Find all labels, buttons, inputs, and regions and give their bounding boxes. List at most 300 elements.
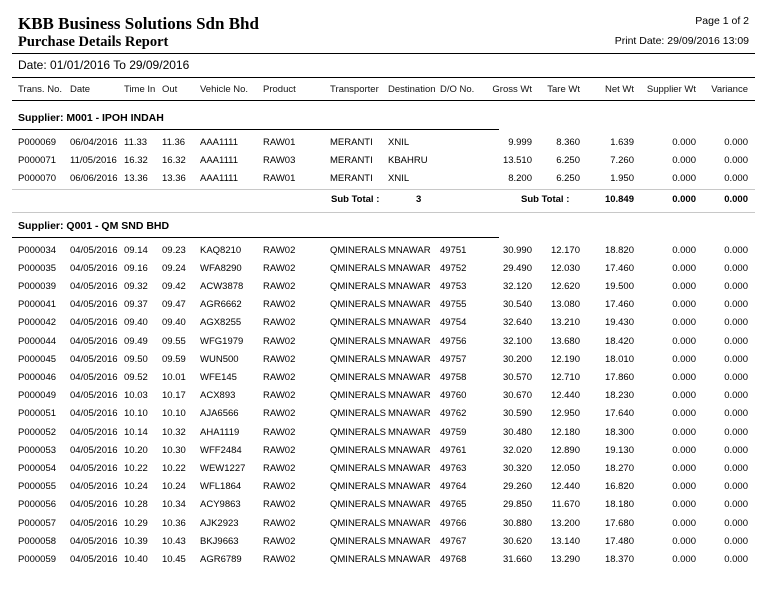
tare-wt-cell: 13.290	[550, 554, 580, 565]
title-divider	[12, 53, 755, 54]
table-row	[0, 354, 767, 366]
variance-cell: 0.000	[724, 463, 748, 474]
header-top-divider	[12, 77, 755, 78]
tare-wt-cell: 13.140	[550, 535, 580, 547]
table-row	[0, 427, 767, 439]
variance-cell: 0.000	[724, 444, 748, 456]
table-row	[0, 263, 767, 275]
time-in-cell: 10.40	[124, 554, 148, 565]
supplier-wt-cell: 0.000	[672, 463, 696, 474]
trans-no-cell: P000070	[18, 173, 57, 185]
transporter-cell: QMINERALS	[330, 499, 386, 511]
time-in-cell: 09.32	[124, 281, 148, 292]
transporter-cell: QMINERALS	[330, 554, 386, 565]
table-row	[0, 463, 767, 475]
net-wt-cell: 19.430	[604, 317, 634, 329]
do-no-cell: 49768	[440, 554, 467, 565]
tare-wt-cell: 13.200	[550, 517, 580, 529]
gross-wt-cell: 29.260	[502, 481, 532, 493]
net-wt-header: Net Wt	[604, 84, 634, 95]
subtotal-net-wt: 10.849	[604, 193, 634, 205]
transporter-cell: QMINERALS	[330, 481, 386, 493]
vehicle-no-cell: WFL1864	[200, 481, 242, 493]
product-cell: RAW01	[263, 173, 296, 185]
supplier-heading: Supplier: Q001 - QM SND BHD	[18, 219, 170, 232]
trans-no-cell: P000053	[18, 444, 57, 456]
do-no-cell: 49765	[440, 499, 467, 511]
date-cell: 04/05/2016	[70, 408, 118, 420]
tare-wt-cell: 12.190	[550, 353, 580, 365]
tare-wt-cell: 12.440	[550, 481, 580, 493]
trans-no-cell: P000057	[18, 517, 57, 529]
date-cell: 04/05/2016	[70, 517, 118, 529]
vehicle-no-cell: AHA1119	[200, 426, 240, 438]
table-row	[0, 336, 767, 348]
table-row	[0, 499, 767, 511]
gross-wt-cell: 30.990	[502, 244, 532, 256]
transporter-header: Transporter	[330, 84, 379, 95]
supplier-wt-cell: 0.000	[672, 155, 696, 167]
date-cell: 06/04/2016	[70, 137, 118, 148]
vehicle-no-cell: WFG1979	[200, 335, 244, 347]
tare-wt-cell: 13.680	[550, 335, 580, 347]
trans-no-cell: P000051	[18, 408, 57, 420]
time-out-cell: 10.30	[162, 444, 186, 456]
trans-no-cell: P000034	[18, 244, 57, 256]
destination-cell: MNAWAR	[388, 408, 431, 420]
variance-header: Variance	[711, 84, 748, 95]
destination-cell: MNAWAR	[388, 317, 431, 329]
vehicle-no-cell: ACY9863	[200, 499, 241, 511]
tare-wt-cell: 8.360	[556, 137, 580, 148]
destination-cell: MNAWAR	[388, 481, 431, 493]
do-no-cell: 49759	[440, 426, 467, 438]
supplier-wt-header: Supplier Wt	[646, 84, 696, 95]
trans-no-cell: P000059	[18, 554, 57, 565]
table-row	[0, 536, 767, 548]
page-number: Page 1 of 2	[695, 15, 749, 27]
time-in-cell: 13.36	[124, 173, 148, 185]
transporter-cell: QMINERALS	[330, 535, 386, 547]
net-wt-cell: 18.270	[604, 463, 634, 474]
table-row	[0, 173, 767, 185]
date-cell: 04/05/2016	[70, 299, 118, 311]
transporter-cell: QMINERALS	[330, 444, 386, 456]
variance-cell: 0.000	[724, 137, 748, 148]
time-out-cell: 10.34	[162, 499, 186, 511]
tare-wt-cell: 12.440	[550, 390, 580, 402]
transporter-cell: MERANTI	[330, 155, 373, 167]
variance-cell: 0.000	[724, 499, 748, 511]
subtotal-bottom-divider	[12, 212, 755, 213]
supplier-wt-cell: 0.000	[672, 173, 696, 185]
vehicle-no-cell: WEW1227	[200, 463, 246, 474]
net-wt-cell: 18.370	[604, 554, 634, 565]
net-wt-cell: 18.300	[604, 426, 634, 438]
product-cell: RAW02	[263, 444, 296, 456]
tare-wt-header: Tare Wt	[547, 84, 580, 95]
vehicle-no-cell: ACX893	[200, 390, 236, 402]
time-out-header: Out	[162, 84, 178, 95]
tare-wt-cell: 12.620	[550, 281, 580, 292]
trans-no-cell: P000046	[18, 372, 57, 383]
transporter-cell: QMINERALS	[330, 244, 386, 256]
supplier-wt-cell: 0.000	[672, 390, 696, 402]
gross-wt-cell: 31.660	[502, 554, 532, 565]
destination-header: Destination	[388, 84, 436, 95]
tare-wt-cell: 12.030	[550, 262, 580, 274]
variance-cell: 0.000	[724, 281, 748, 292]
date-cell: 04/05/2016	[70, 317, 118, 329]
do-no-header: D/O No.	[440, 84, 475, 95]
supplier-wt-cell: 0.000	[672, 499, 696, 511]
time-out-cell: 10.24	[162, 481, 186, 493]
do-no-cell: 49753	[440, 281, 467, 292]
product-cell: RAW02	[263, 281, 296, 292]
transporter-cell: MERANTI	[330, 173, 373, 185]
subtotal-supplier-wt: 0.000	[672, 193, 696, 205]
supplier-wt-cell: 0.000	[672, 353, 696, 365]
date-cell: 04/05/2016	[70, 335, 118, 347]
transporter-cell: QMINERALS	[330, 408, 386, 420]
gross-wt-cell: 30.480	[502, 426, 532, 438]
subtotal-divider	[12, 189, 755, 190]
tare-wt-cell: 11.670	[551, 499, 580, 511]
gross-wt-header: Gross Wt	[492, 84, 532, 95]
product-cell: RAW02	[263, 317, 296, 329]
date-cell: 04/05/2016	[70, 262, 118, 274]
gross-wt-cell: 8.200	[508, 173, 532, 185]
supplier-wt-cell: 0.000	[672, 262, 696, 274]
vehicle-no-cell: AGR6662	[200, 299, 242, 311]
trans-no-cell: P000039	[18, 281, 57, 292]
product-cell: RAW02	[263, 244, 296, 256]
trans-no-cell: P000054	[18, 463, 57, 474]
net-wt-cell: 18.820	[604, 244, 634, 256]
net-wt-cell: 1.639	[610, 137, 634, 148]
transporter-cell: QMINERALS	[330, 372, 386, 383]
transporter-cell: QMINERALS	[330, 426, 386, 438]
variance-cell: 0.000	[724, 372, 748, 383]
date-cell: 04/05/2016	[70, 244, 118, 256]
destination-cell: MNAWAR	[388, 335, 431, 347]
vehicle-no-cell: AAA1111	[200, 137, 239, 148]
subtotal-variance: 0.000	[724, 193, 748, 205]
product-header: Product	[263, 84, 296, 95]
net-wt-cell: 17.640	[604, 408, 634, 420]
variance-cell: 0.000	[724, 554, 748, 565]
column-headers	[0, 84, 767, 96]
time-out-cell: 10.43	[162, 535, 186, 547]
trans-no-cell: P000049	[18, 390, 57, 402]
time-out-cell: 10.32	[162, 426, 186, 438]
supplier-wt-cell: 0.000	[672, 426, 696, 438]
subtotal-label: Sub Total :	[331, 193, 380, 205]
net-wt-cell: 18.010	[604, 353, 634, 365]
variance-cell: 0.000	[724, 244, 748, 256]
product-cell: RAW02	[263, 481, 296, 493]
trans-no-cell: P000035	[18, 262, 57, 274]
trans-no-cell: P000041	[18, 299, 57, 311]
variance-cell: 0.000	[724, 155, 748, 167]
do-no-cell: 49767	[440, 535, 467, 547]
do-no-cell: 49762	[440, 408, 467, 420]
transporter-cell: QMINERALS	[330, 317, 386, 329]
supplier-wt-cell: 0.000	[672, 317, 696, 329]
trans-no-cell: P000052	[18, 426, 57, 438]
time-out-cell: 10.10	[162, 408, 186, 420]
time-out-cell: 10.17	[162, 390, 186, 402]
variance-cell: 0.000	[724, 408, 748, 420]
time-in-cell: 16.32	[124, 155, 148, 167]
product-cell: RAW02	[263, 353, 296, 365]
variance-cell: 0.000	[724, 173, 748, 185]
do-no-cell: 49760	[440, 390, 467, 402]
net-wt-cell: 17.460	[604, 299, 634, 311]
subtotal-weight-label: Sub Total :	[521, 193, 570, 205]
product-cell: RAW02	[263, 426, 296, 438]
supplier-wt-cell: 0.000	[672, 299, 696, 311]
trans-no-cell: P000044	[18, 335, 57, 347]
product-cell: RAW02	[263, 499, 296, 511]
date-cell: 04/05/2016	[70, 463, 118, 474]
do-no-cell: 49755	[440, 299, 467, 311]
trans-no-cell: P000058	[18, 535, 57, 547]
time-in-cell: 10.10	[124, 408, 148, 420]
net-wt-cell: 18.420	[604, 335, 634, 347]
table-row	[0, 445, 767, 457]
time-in-cell: 10.29	[124, 517, 148, 529]
product-cell: RAW01	[263, 137, 296, 148]
net-wt-cell: 17.680	[604, 517, 634, 529]
transporter-cell: QMINERALS	[330, 335, 386, 347]
time-in-cell: 10.22	[124, 463, 148, 474]
supplier-heading: Supplier: M001 - IPOH INDAH	[18, 112, 164, 124]
product-cell: RAW02	[263, 463, 296, 474]
product-cell: RAW02	[263, 554, 296, 565]
time-out-cell: 10.01	[162, 372, 186, 383]
vehicle-no-cell: WFF2484	[200, 444, 242, 456]
tare-wt-cell: 12.890	[550, 444, 580, 456]
time-out-cell: 16.32	[162, 155, 186, 167]
supplier-wt-cell: 0.000	[672, 372, 696, 383]
variance-cell: 0.000	[724, 317, 748, 329]
net-wt-cell: 19.130	[604, 444, 634, 456]
product-cell: RAW02	[263, 390, 296, 402]
trans-no-cell: P000056	[18, 499, 57, 511]
trans-no-cell: P000069	[18, 137, 57, 148]
destination-cell: MNAWAR	[388, 299, 431, 311]
table-row	[0, 481, 767, 493]
tare-wt-cell: 12.050	[550, 463, 580, 474]
trans-no-cell: P000071	[18, 155, 57, 167]
vehicle-no-cell: WUN500	[200, 353, 239, 365]
time-out-cell: 10.22	[162, 463, 186, 474]
product-cell: RAW03	[263, 155, 296, 167]
vehicle-no-cell: WFE145	[200, 372, 237, 383]
net-wt-cell: 18.230	[604, 390, 634, 402]
supplier-underline	[12, 237, 499, 238]
destination-cell: MNAWAR	[388, 463, 431, 474]
destination-cell: MNAWAR	[388, 372, 431, 383]
time-in-cell: 09.52	[124, 372, 148, 383]
time-out-cell: 09.59	[162, 353, 186, 365]
time-in-cell: 09.50	[124, 353, 148, 365]
gross-wt-cell: 32.100	[502, 335, 532, 347]
supplier-wt-cell: 0.000	[672, 535, 696, 547]
time-out-cell: 09.23	[162, 244, 186, 256]
do-no-cell: 49756	[440, 335, 467, 347]
net-wt-cell: 17.860	[604, 372, 634, 383]
date-range: Date: 01/01/2016 To 29/09/2016	[18, 58, 190, 72]
table-row	[0, 155, 767, 167]
table-row	[0, 317, 767, 329]
transporter-cell: QMINERALS	[330, 299, 386, 311]
tare-wt-cell: 12.180	[550, 426, 580, 438]
tare-wt-cell: 13.210	[550, 317, 580, 329]
do-no-cell: 49754	[440, 317, 467, 329]
time-in-header: Time In	[124, 84, 156, 95]
net-wt-cell: 7.260	[610, 155, 634, 167]
do-no-cell: 49766	[440, 517, 467, 529]
gross-wt-cell: 30.620	[502, 535, 532, 547]
date-cell: 04/05/2016	[70, 281, 118, 292]
do-no-cell: 49763	[440, 463, 467, 474]
destination-cell: MNAWAR	[388, 517, 431, 529]
variance-cell: 0.000	[724, 390, 748, 402]
do-no-cell: 49751	[440, 244, 467, 256]
time-out-cell: 09.55	[162, 335, 186, 347]
variance-cell: 0.000	[724, 426, 748, 438]
net-wt-cell: 19.500	[604, 281, 634, 292]
table-row	[0, 245, 767, 257]
gross-wt-cell: 29.490	[502, 262, 532, 274]
gross-wt-cell: 30.540	[502, 299, 532, 311]
gross-wt-cell: 32.120	[502, 281, 532, 292]
supplier-wt-cell: 0.000	[672, 481, 696, 493]
print-date: Print Date: 29/09/2016 13:09	[614, 35, 749, 47]
time-out-cell: 10.45	[162, 554, 186, 565]
supplier-wt-cell: 0.000	[672, 244, 696, 256]
date-cell: 04/05/2016	[70, 390, 118, 402]
net-wt-cell: 18.180	[604, 499, 634, 511]
destination-cell: MNAWAR	[388, 353, 431, 365]
gross-wt-cell: 30.670	[502, 390, 532, 402]
date-cell: 04/05/2016	[70, 499, 118, 511]
vehicle-no-cell: AJK2923	[200, 517, 239, 529]
time-in-cell: 10.14	[124, 426, 148, 438]
net-wt-cell: 17.460	[604, 262, 634, 274]
date-cell: 04/05/2016	[70, 481, 118, 493]
trans-no-cell: P000055	[18, 481, 57, 493]
supplier-wt-cell: 0.000	[672, 517, 696, 529]
subtotal-count: 3	[416, 193, 422, 205]
supplier-underline	[12, 129, 499, 130]
tare-wt-cell: 12.950	[550, 408, 580, 420]
table-row	[0, 137, 767, 149]
table-row	[0, 408, 767, 420]
table-row	[0, 554, 767, 566]
gross-wt-cell: 32.020	[502, 444, 532, 456]
date-cell: 04/05/2016	[70, 554, 118, 565]
destination-cell: MNAWAR	[388, 535, 431, 547]
do-no-cell: 49757	[440, 353, 467, 365]
time-out-cell: 09.24	[162, 262, 186, 274]
time-in-cell: 09.40	[124, 317, 148, 329]
product-cell: RAW02	[263, 335, 296, 347]
time-out-cell: 09.40	[162, 317, 186, 329]
company-name: KBB Business Solutions Sdn Bhd	[18, 14, 259, 33]
do-no-cell: 49761	[440, 444, 467, 456]
time-in-cell: 10.03	[124, 390, 148, 402]
vehicle-no-cell: WFA8290	[200, 262, 242, 274]
tare-wt-cell: 12.170	[550, 244, 580, 256]
tare-wt-cell: 6.250	[556, 155, 580, 167]
net-wt-cell: 17.480	[604, 535, 634, 547]
transporter-cell: QMINERALS	[330, 463, 386, 474]
supplier-wt-cell: 0.000	[672, 335, 696, 347]
time-out-cell: 11.36	[162, 137, 186, 148]
supplier-wt-cell: 0.000	[672, 281, 696, 292]
vehicle-no-cell: AGX8255	[200, 317, 242, 329]
vehicle-no-cell: KAQ8210	[200, 244, 242, 256]
vehicle-no-header: Vehicle No.	[200, 84, 249, 95]
time-out-cell: 13.36	[162, 173, 186, 185]
product-cell: RAW02	[263, 262, 296, 274]
gross-wt-cell: 30.200	[502, 353, 532, 365]
time-in-cell: 09.14	[124, 244, 148, 256]
destination-cell: MNAWAR	[388, 554, 431, 565]
gross-wt-cell: 32.640	[502, 317, 532, 329]
product-cell: RAW02	[263, 408, 296, 420]
destination-cell: XNIL	[388, 173, 410, 185]
trans-no-cell: P000045	[18, 353, 57, 365]
supplier-wt-cell: 0.000	[672, 444, 696, 456]
transporter-cell: QMINERALS	[330, 353, 386, 365]
trans-no-header: Trans. No.	[18, 84, 62, 95]
transporter-cell: QMINERALS	[330, 281, 386, 292]
vehicle-no-cell: AJA6566	[200, 408, 239, 420]
destination-cell: MNAWAR	[388, 244, 431, 256]
variance-cell: 0.000	[724, 481, 748, 493]
table-row	[0, 518, 767, 530]
time-in-cell: 10.28	[124, 499, 148, 511]
date-cell: 04/05/2016	[70, 372, 118, 383]
time-in-cell: 09.16	[124, 262, 148, 274]
vehicle-no-cell: AGR6789	[200, 554, 242, 565]
gross-wt-cell: 9.999	[508, 137, 532, 148]
transporter-cell: QMINERALS	[330, 390, 386, 402]
transporter-cell: QMINERALS	[330, 262, 386, 274]
destination-cell: MNAWAR	[388, 262, 431, 274]
date-cell: 04/05/2016	[70, 353, 118, 365]
time-out-cell: 09.47	[162, 299, 186, 311]
transporter-cell: QMINERALS	[330, 517, 386, 529]
tare-wt-cell: 6.250	[556, 173, 580, 185]
do-no-cell: 49764	[440, 481, 467, 493]
destination-cell: MNAWAR	[388, 426, 431, 438]
variance-cell: 0.000	[724, 517, 748, 529]
product-cell: RAW02	[263, 517, 296, 529]
destination-cell: XNIL	[388, 137, 410, 148]
variance-cell: 0.000	[724, 535, 748, 547]
date-cell: 06/06/2016	[70, 173, 118, 185]
date-cell: 11/05/2016	[70, 155, 117, 167]
product-cell: RAW02	[263, 535, 296, 547]
gross-wt-cell: 30.590	[502, 408, 532, 420]
do-no-cell: 49752	[440, 262, 467, 274]
table-row	[0, 372, 767, 384]
